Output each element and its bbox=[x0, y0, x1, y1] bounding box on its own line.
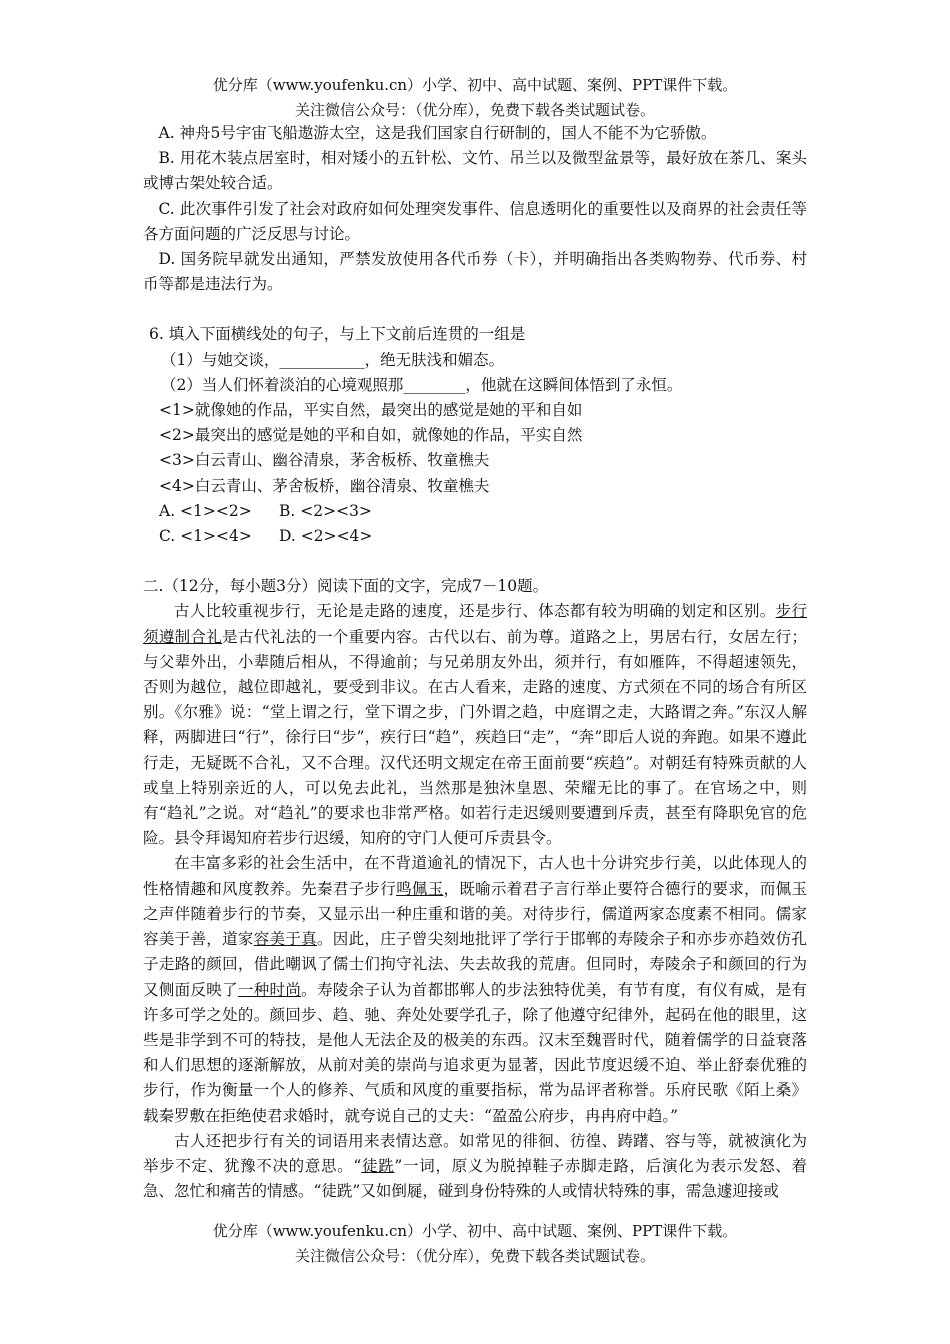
page-content bbox=[143, 121, 807, 1204]
q6-stem: 6. 填入下面横线处的句子，与上下文前后连贯的一组是 bbox=[149, 325, 526, 344]
q6-choice-1: <1>就像她的作品，平实自然，最突出的感觉是她的平和自如 bbox=[159, 401, 583, 420]
section-2 bbox=[143, 574, 807, 1204]
spacer bbox=[143, 297, 807, 322]
p1-text-b: 是古代礼法的一个重要内容。古代以右、前为尊。道路之上，男居右行，女居左行；与父辈外出，小辈随后相从，不得逾前；与兄弟朋友外出，须并行，有如雁阵，不得超速领先，否则为越位，越位即越礼，要受到非议。在古人看来，走路的速度、方式须在不同的场合有所区别。《尔雅》说：“堂上谓之行，堂下谓之步，门外谓之趋，中庭谓之走，大路谓之奔。”东汉人解释，两脚进曰“行”，徐行曰“步”，疾行曰“趋”，疾趋曰“走”，“奔”即后人说的奔跑。如果不遵此行走，无疑既不合礼，又不合理。汉代还明文规定在帝王面前要“疾趋”。对朝廷有特殊贡献的人或皇上特别亲近的人，可以免去此礼，当然那是独沐皇恩、荣耀无比的事了。在官场之中，则有“趋礼”之说。对“趋礼”的要求也非常严格。如若行走迟缓则要遭到斥责，甚至有降职免官的危险。县令拜谒知府若步行迟缓，知府的守门人便可斥责县令。 bbox=[143, 627, 807, 848]
q6-option-c: C. <1><4> bbox=[159, 527, 252, 546]
passage-paragraph-1 bbox=[143, 599, 807, 851]
q6-options-row-2 bbox=[143, 524, 807, 549]
q5-option-c: C. 此次事件引发了社会对政府如何处理突发事件、信息透明化的重要性以及商界的社会责任等各方面问题的广泛反思与讨论。 bbox=[143, 199, 807, 243]
q6-options-row-1 bbox=[143, 499, 807, 524]
passage-paragraph-3 bbox=[143, 1129, 807, 1205]
p2-text-d: 。寿陵余子认为首都邯郸人的步法独特优美，有节有度，有仪有威，是有许多可学之处的。颜回步、趋、驰、奔处处要学孔子，除了他遵守纪律外，起码在他的眼里，这些是非学到不可的特技，是他人无法企及的极美的东西。汉末至魏晋时代，随着儒学的日益衰落和人们思想的逐渐解放，从前对美的崇尚与追求更为显著，因此节度迟缓不迫、举止舒泰优雅的步行，作为衡量一个人的修养、气质和风度的重要指标，常为品评者称誉。乐府民歌《陌上桑》载秦罗敷在拒绝使君求婚时，就夸说自己的丈夫：“盈盈公府步，冉冉府中趋。” bbox=[143, 980, 807, 1125]
page-header bbox=[0, 73, 950, 123]
question-6 bbox=[143, 322, 807, 549]
page-footer bbox=[0, 1219, 950, 1269]
p3-underlined-phrase: 徒跣 bbox=[361, 1156, 395, 1175]
passage-paragraph-2 bbox=[143, 851, 807, 1128]
p1-underlined-phrase: 步行须遵制合礼 bbox=[143, 602, 807, 646]
q6-sentence-1: （1）与她交谈，___________，绝无肤浅和媚态。 bbox=[161, 350, 505, 369]
q5-option-b: B. 用花木装点居室时，相对矮小的五针松、文竹、吊兰以及微型盆景等，最好放在茶几、案头或博古架处较合适。 bbox=[143, 149, 807, 193]
header-line-1: 优分库（www.youfenku.cn）小学、初中、高中试题、案例、PPT课件下载。 bbox=[212, 76, 738, 94]
q6-option-b: B. <2><3> bbox=[279, 501, 372, 520]
q5-option-a: A. 神舟5号宇宙飞船遨游太空，这是我们国家自行研制的，国人不能不为它骄傲。 bbox=[158, 124, 717, 142]
q6-choice-3: <3>白云青山、幽谷清泉，茅舍板桥、牧童樵夫 bbox=[159, 451, 490, 470]
q6-option-a: A. <1><2> bbox=[159, 501, 252, 520]
p2-underlined-phrase-1: 鸣佩玉 bbox=[396, 879, 444, 898]
q6-choice-2: <2>最突出的感觉是她的平和自如，就像她的作品，平实自然 bbox=[159, 426, 583, 445]
header-line-2: 关注微信公众号：（优分库），免费下载各类试题试卷。 bbox=[294, 101, 655, 119]
q6-choice-4: <4>白云青山、茅舍板桥，幽谷清泉、牧童樵夫 bbox=[159, 476, 490, 495]
p2-text-a: 在丰富多彩的社会生活中，在不背道逾礼的情况下，古人也十分讲究步行美，以此体现人的性格情趣和风度教养。先秦君子步行 bbox=[143, 854, 807, 898]
p3-text-a: 古人还把步行有关的词语用来表情达意。如常见的徘徊、彷徨、踌躇、容与等，就被演化为举步不定、犹豫不决的意思。“ bbox=[143, 1131, 807, 1175]
p1-text-a: 古人比较重视步行，无论是走路的速度，还是步行、体态都有较为明确的划定和区别。 bbox=[174, 602, 776, 621]
spacer bbox=[143, 549, 807, 574]
p2-underlined-phrase-3: 一种时尚 bbox=[237, 980, 302, 999]
question-5-options bbox=[143, 121, 807, 297]
p2-text-b: ，既喻示着君子言行举止要符合德行的要求，而佩玉之声伴随着步行的节奏，又显示出一种庄重和谐的美。对待步行，儒道两家态度素不相同。儒家容美于善，道家 bbox=[143, 879, 807, 949]
footer-line-2: 关注微信公众号：（优分库），免费下载各类试题试卷。 bbox=[294, 1247, 655, 1265]
q5-option-d: D. 国务院早就发出通知，严禁发放使用各代币券（卡），并明确指出各类购物券、代币券、村币等都是违法行为。 bbox=[143, 250, 807, 294]
p2-text-c: 。因此，庄子曾尖刻地批评了学行于邯郸的寿陵余子和亦步亦趋效仿孔子走路的颜回，借此嘲讽了儒士们拘守礼法、失去故我的荒唐。但同时，寿陵余子和颜回的行为又侧面反映了 bbox=[143, 930, 807, 999]
section-2-title: 二.（12分，每小题3分）阅读下面的文字，完成7－10题。 bbox=[143, 577, 549, 596]
q6-sentence-2: （2）当人们怀着淡泊的心境观照那________，他就在这瞬间体悟到了永恒。 bbox=[161, 375, 683, 394]
p3-text-b: ”一词，原义为脱掉鞋子赤脚走路，后演化为表示发怒、着急、忽忙和痛苦的情感。“徒跣”又如倒屣，碰到身份特殊的人或情状特殊的事，需急遽迎接或 bbox=[143, 1156, 807, 1201]
footer-line-1: 优分库（www.youfenku.cn）小学、初中、高中试题、案例、PPT课件下载。 bbox=[212, 1222, 738, 1240]
p2-underlined-phrase-2: 容美于真 bbox=[253, 930, 317, 949]
q6-option-d: D. <2><4> bbox=[279, 527, 373, 546]
